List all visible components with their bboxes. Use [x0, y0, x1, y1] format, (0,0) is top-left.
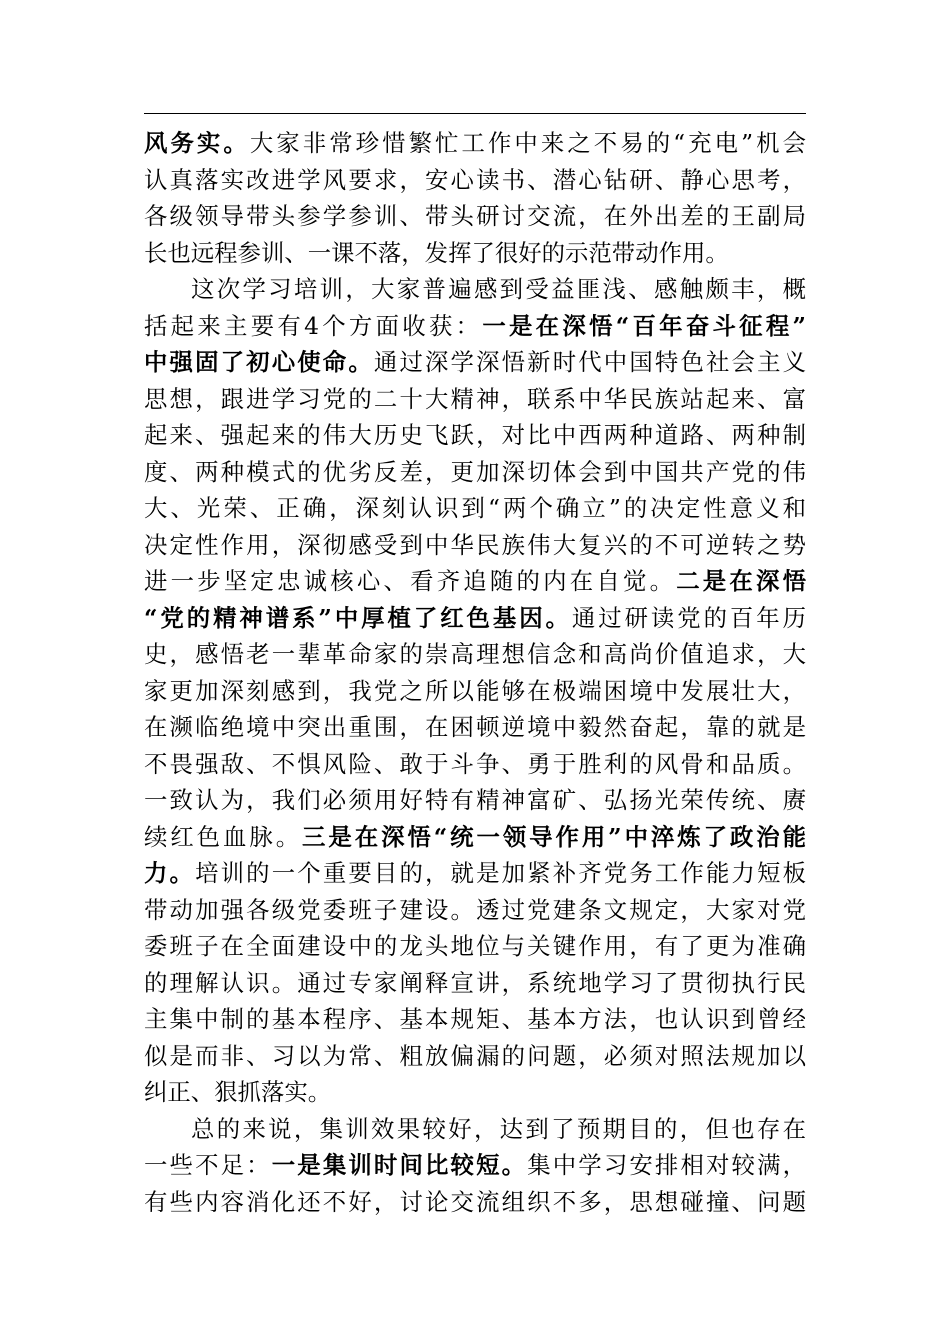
bold-text: 三是在深悟“统一领导作用”中淬炼了政治能 [302, 822, 806, 851]
text-line [144, 782, 806, 819]
text-segment: 委班子在全面建设中的龙头地位与关键作用，有了更为准确 [144, 932, 806, 960]
header-rule [144, 113, 806, 114]
text-segment: 培训的一个重要目的，就是加紧补齐党务工作能力短板 [195, 859, 807, 887]
bold-text: 一是集训时间比较短。 [271, 1151, 528, 1179]
text-segment: 集中学习安排相对较满， [527, 1151, 807, 1179]
text-line [144, 709, 806, 746]
text-segment: 长也远程参训、一课不落，发挥了很好的示范带动作用。 [144, 238, 729, 267]
text-segment: 起来、强起来的伟大历史飞跃，对比中西两种道路、两种制 [144, 421, 806, 449]
text-line [144, 1038, 806, 1075]
text-line [144, 892, 806, 929]
text-line [144, 308, 806, 345]
text-line [144, 162, 806, 199]
text-segment: 通过研读党的百年历 [571, 603, 806, 632]
text-segment: 史，感悟老一辈革命家的崇高理想信念和高尚价值追求，大 [144, 640, 806, 668]
text-line [144, 855, 806, 892]
text-line [144, 965, 806, 1002]
text-line [144, 344, 806, 381]
text-segment: 家更加深刻感到，我党之所以能够在极端困境中发展壮大， [144, 676, 806, 705]
text-segment: 总的来说，集训效果较好，达到了预期目的，但也存在 [191, 1114, 806, 1143]
document-body [144, 125, 806, 1220]
text-line [144, 673, 806, 710]
text-segment: 似是而非、习以为常、粗放偏漏的问题，必须对照法规加以 [144, 1041, 806, 1070]
text-segment: 不畏强敌、不惧风险、敢于斗争、勇于胜利的风骨和品质。 [144, 749, 806, 778]
text-segment: 带动加强各级党委班子建设。透过党建条文规定，大家对党 [144, 895, 806, 924]
text-line [144, 125, 806, 162]
bold-text: 二是在深悟 [676, 567, 807, 595]
bold-text: 风务实。 [144, 129, 250, 157]
text-segment: 思想，跟进学习党的二十大精神，联系中华民族站起来、富 [144, 384, 806, 413]
text-segment: 这次学习培训，大家普遍感到受益匪浅、感触颇丰，概 [191, 275, 806, 303]
text-line [144, 1184, 806, 1221]
bold-text: 一是在深悟“百年奋斗征程” [482, 311, 806, 340]
bold-text: 中强固了初心使命。 [144, 348, 374, 376]
text-line [144, 271, 806, 308]
text-line [144, 819, 806, 856]
text-line [144, 928, 806, 965]
text-segment: 决定性作用，深彻感受到中华民族伟大复兴的不可逆转之势 [144, 530, 806, 559]
text-segment: 主集中制的基本程序、基本规矩、基本方法，也认识到曾经 [144, 1005, 806, 1033]
text-line [144, 600, 806, 637]
text-segment: 大、光荣、正确，深刻认识到“两个确立”的决定性意义和 [144, 494, 806, 522]
text-segment: 大家非常珍惜繁忙工作中来之不易的“充电”机会 [249, 129, 807, 157]
text-segment: 通过深学深悟新时代中国特色社会主义 [373, 348, 807, 376]
text-segment: 在濒临绝境中突出重围，在困顿逆境中毅然奋起，靠的就是 [144, 713, 806, 741]
text-segment: 度、两种模式的优劣反差，更加深切体会到中国共产党的伟 [144, 457, 806, 486]
text-line [144, 490, 806, 527]
text-line [144, 746, 806, 783]
bold-text: 力。 [144, 859, 196, 887]
text-line [144, 563, 806, 600]
text-segment: 的理解认识。通过专家阐释宣讲，系统地学习了贯彻执行民 [144, 968, 806, 997]
text-segment: 续红色血脉。 [144, 822, 303, 851]
text-segment: 一些不足： [144, 1151, 272, 1179]
text-line [144, 1147, 806, 1184]
text-segment: 各级领导带头参学参训、带头研讨交流，在外出差的王副局 [144, 202, 806, 230]
text-segment: 括起来主要有4个方面收获： [144, 311, 483, 340]
text-segment: 纠正、狠抓落实。 [144, 1078, 332, 1106]
bold-text: “党的精神谱系”中厚植了红色基因。 [144, 603, 572, 632]
text-line [144, 1001, 806, 1038]
text-segment: 一致认为，我们必须用好特有精神富矿、弘扬光荣传统、赓 [144, 786, 806, 814]
text-line [144, 454, 806, 491]
text-line [144, 1074, 806, 1111]
text-line [144, 636, 806, 673]
text-line [144, 527, 806, 564]
text-segment: 进一步坚定忠诚核心、看齐追随的内在自觉。 [144, 567, 677, 595]
text-line [144, 417, 806, 454]
text-line [144, 198, 806, 235]
text-segment: 有些内容消化还不好，讨论交流组织不多，思想碰撞、问题 [144, 1187, 806, 1216]
text-segment: 认真落实改进学风要求，安心读书、潜心钻研、静心思考， [144, 165, 806, 194]
text-line [144, 235, 806, 272]
text-line [144, 381, 806, 418]
text-line [144, 1111, 806, 1148]
